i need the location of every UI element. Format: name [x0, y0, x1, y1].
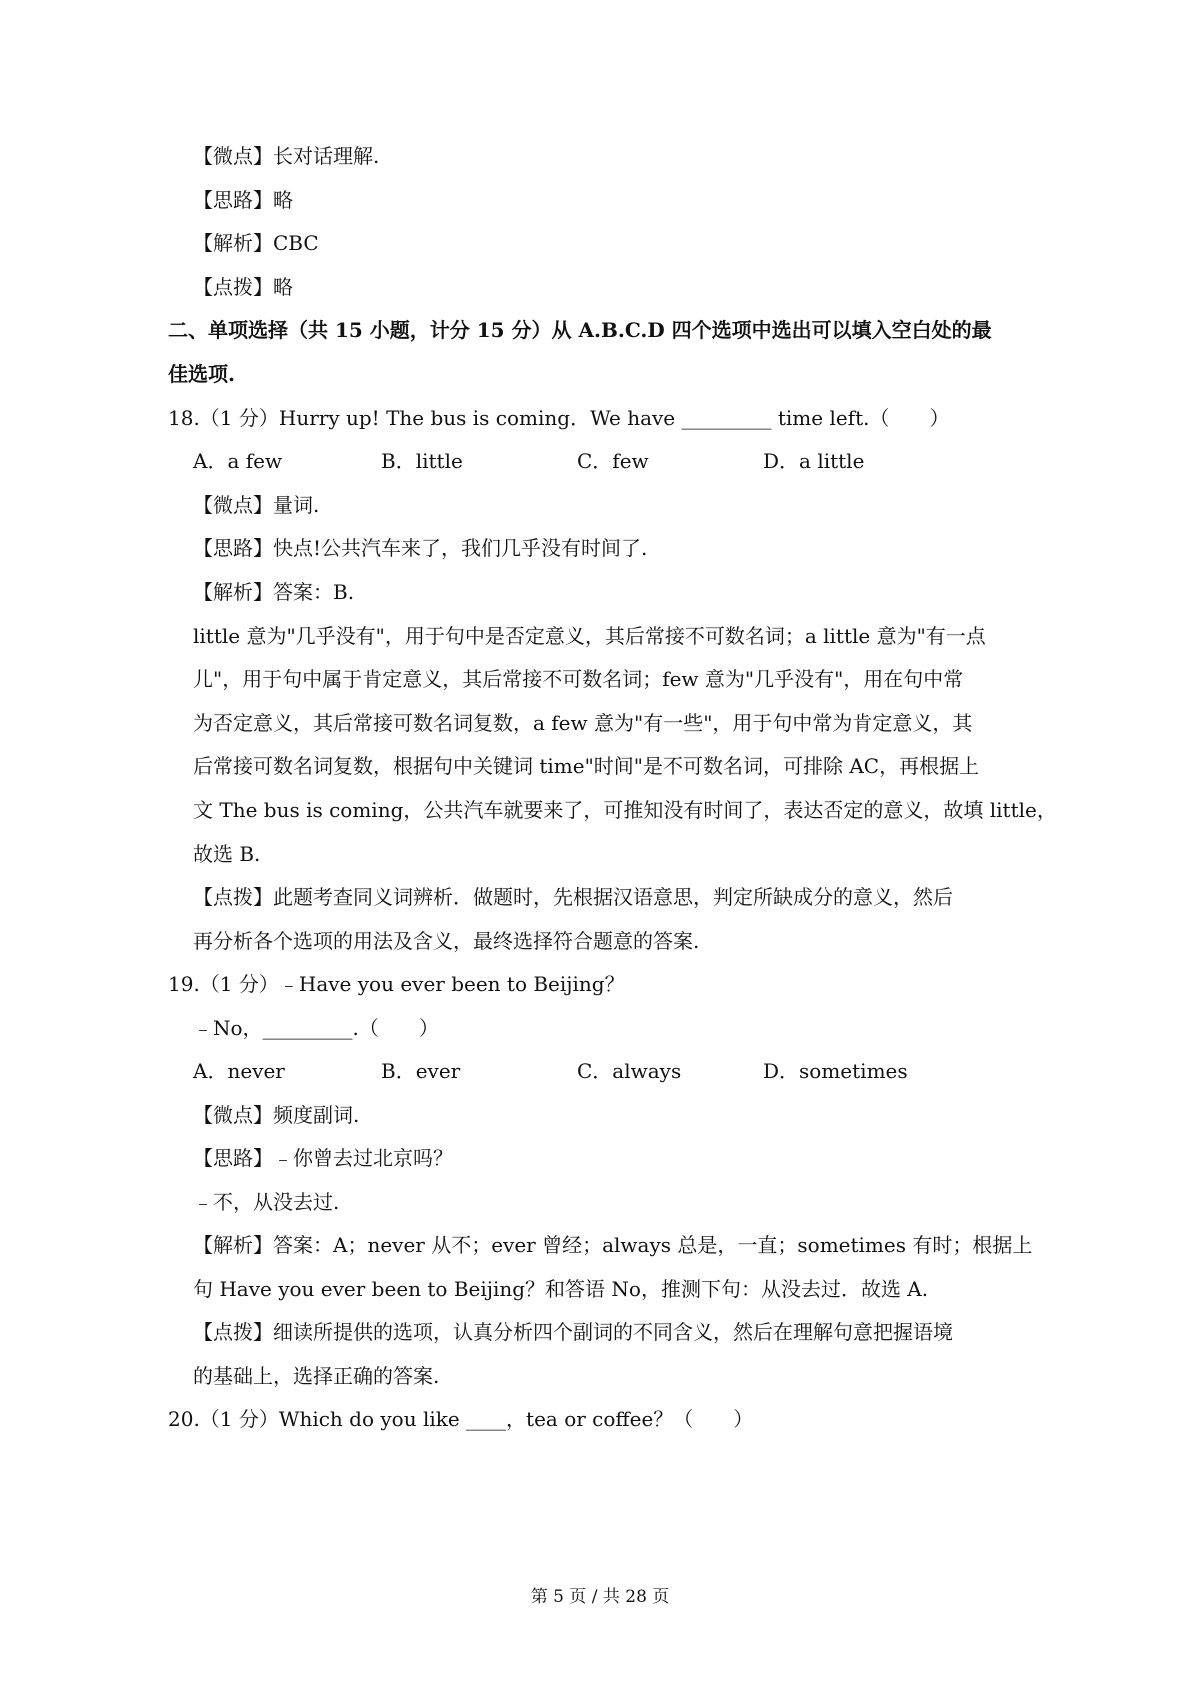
q18-option-b: B．little [381, 449, 463, 473]
q18-option-c: C．few [577, 449, 649, 473]
q18-silu: 【思路】快点!公共汽车来了，我们几乎没有时间了. [193, 536, 648, 560]
q18-jiexi: 【解析】答案：B. [193, 580, 355, 604]
q19-jiexi-line: 【解析】答案：A；never 从不；ever 曾经；always 总是，一直；sometimes 有时；根据上 [193, 1233, 1033, 1257]
q19-stem-reply: ﹣No，_________.（ ） [193, 1016, 439, 1040]
q18-explain-line: 文 The bus is coming，公共汽车就要来了，可推知没有时间了，表达否定的意义，故填 little， [193, 798, 1057, 822]
q18-explain-line: little 意为"几乎没有"，用于句中是否定意义，其后常接不可数名词；a little 意为"有一点 [193, 624, 986, 648]
q19-option-a: A．never [193, 1059, 285, 1083]
page-footer: 第 5 页 / 共 28 页 [530, 1587, 670, 1607]
q19-silu-reply: ﹣不，从没去过. [193, 1190, 340, 1214]
q18-dianbo-line: 【点拨】此题考查同义词辨析．做题时，先根据汉语意思，判定所缺成分的意义，然后 [193, 885, 953, 909]
q18-option-d: D．a little [763, 449, 865, 473]
top-dianbo: 【点拨】略 [193, 275, 293, 299]
q19-stem: 19.（1 分）﹣Have you ever been to Beijing？ [168, 972, 625, 996]
q18-weidian: 【微点】量词. [193, 493, 320, 517]
section-header-line2: 佳选项. [168, 362, 235, 386]
q19-weidian: 【微点】频度副词. [193, 1103, 360, 1127]
q18-option-a: A．a few [193, 449, 283, 473]
top-jiexi: 【解析】CBC [193, 231, 319, 255]
q18-stem: 18.（1 分）Hurry up! The bus is coming．We have _________ time left.（ ） [168, 406, 950, 430]
q19-option-c: C．always [577, 1059, 682, 1083]
q18-explain-line: 后常接可数名词复数，根据句中关键词 time"时间"是不可数名词，可排除 AC，再根据上 [193, 754, 980, 778]
q19-dianbo-line: 的基础上，选择正确的答案. [193, 1364, 440, 1388]
q19-silu: 【思路】﹣你曾去过北京吗？ [193, 1146, 453, 1170]
q19-dianbo-line: 【点拨】细读所提供的选项，认真分析四个副词的不同含义，然后在理解句意把握语境 [193, 1320, 953, 1344]
q18-dianbo-line: 再分析各个选项的用法及含义，最终选择符合题意的答案. [193, 929, 700, 953]
q18-explain-line: 儿"，用于句中属于肯定意义，其后常接不可数名词；few 意为"几乎没有"，用在句中常 [193, 667, 964, 691]
q18-explain-line: 为否定意义，其后常接可数名词复数，a few 意为"有一些"，用于句中常为肯定意义，其 [193, 711, 973, 735]
top-silu: 【思路】略 [193, 188, 293, 212]
top-weidian: 【微点】长对话理解. [193, 144, 380, 168]
q19-option-d: D．sometimes [763, 1059, 908, 1083]
q20-stem: 20.（1 分）Which do you like ____，tea or coffee？（ ） [168, 1407, 754, 1431]
q18-explain-line: 故选 B. [193, 842, 261, 866]
q19-option-b: B．ever [381, 1059, 461, 1083]
section-header-line1: 二、单项选择（共 15 小题，计分 15 分）从 A.B.C.D 四个选项中选出可以填入空白处的最 [168, 318, 992, 342]
q19-jiexi-line: 句 Have you ever been to Beijing？和答语 No，推测下句：从没去过．故选 A. [193, 1277, 929, 1301]
